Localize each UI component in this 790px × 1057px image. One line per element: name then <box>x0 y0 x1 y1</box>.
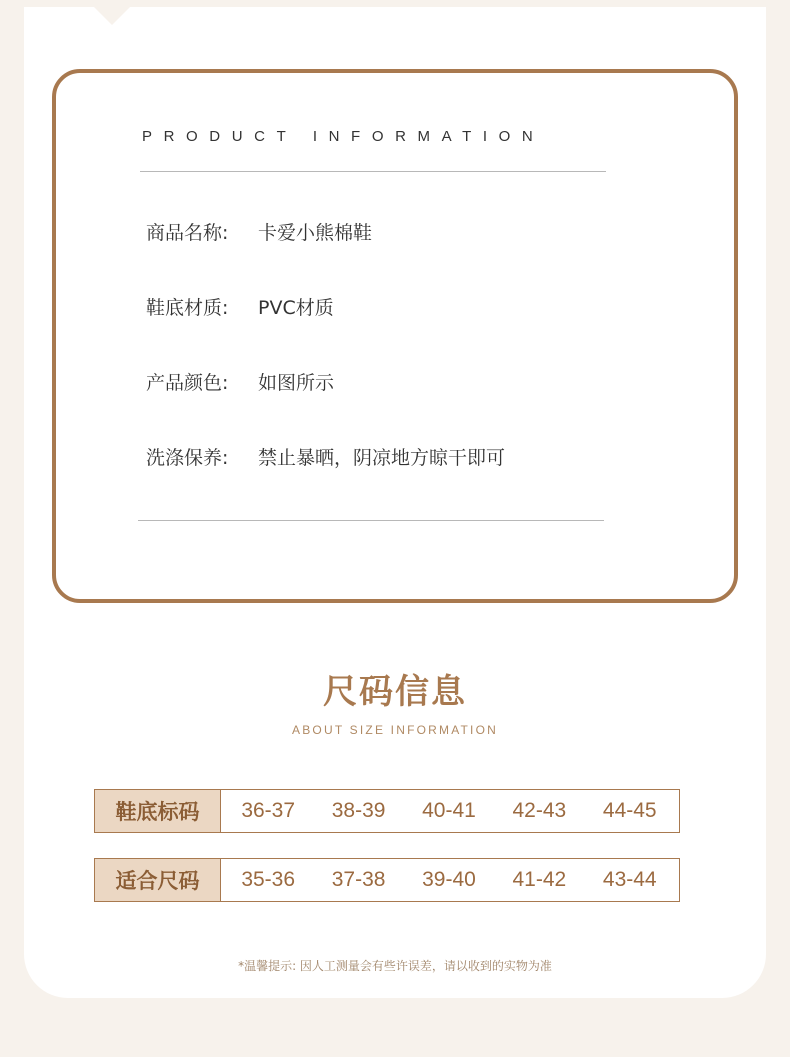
size-subtitle: ABOUT SIZE INFORMATION <box>292 723 498 737</box>
size-row-label: 鞋底标码 <box>95 790 221 832</box>
spec-value: 卡爱小熊棉鞋 <box>258 222 373 244</box>
size-cell: 38-39 <box>331 799 386 822</box>
spec-value: 禁止暴晒，阴凉地方晾干即可 <box>258 447 506 469</box>
spec-label: 鞋底材质: <box>146 297 229 319</box>
size-row-label: 适合尺码 <box>95 859 221 901</box>
size-cell: 44-45 <box>602 799 657 822</box>
size-cells <box>221 790 679 832</box>
size-cell: 42-43 <box>512 799 567 822</box>
size-cell: 39-40 <box>422 868 476 891</box>
size-cell: 40-41 <box>422 799 476 822</box>
measurement-note: *温馨提示: 因人工测量会有些许误差，请以收到的实物为准 <box>238 959 552 973</box>
size-cell: 41-42 <box>512 868 567 891</box>
spec-row-sole <box>146 293 334 320</box>
divider-bottom <box>138 520 604 521</box>
size-table-sole <box>94 789 680 833</box>
spec-label: 洗涤保养: <box>146 447 229 469</box>
product-info-heading: PRODUCT INFORMATION <box>142 128 545 145</box>
spec-row-name <box>146 218 372 245</box>
product-info-frame <box>52 69 738 603</box>
size-cell: 36-37 <box>241 799 296 822</box>
spec-row-care <box>146 443 505 470</box>
size-table-fit <box>94 858 680 902</box>
spec-label: 商品名称: <box>146 222 229 244</box>
divider-top <box>140 171 606 172</box>
spec-value: 如图所示 <box>258 372 335 394</box>
spec-value: PVC材质 <box>258 297 334 319</box>
card-notch <box>94 7 130 25</box>
size-cells <box>221 859 679 901</box>
spec-label: 产品颜色: <box>146 372 229 394</box>
spec-row-color <box>146 368 334 395</box>
size-cell: 43-44 <box>602 868 657 891</box>
size-title: 尺码信息 <box>323 672 467 712</box>
size-cell: 37-38 <box>331 868 386 891</box>
size-cell: 35-36 <box>241 868 296 891</box>
